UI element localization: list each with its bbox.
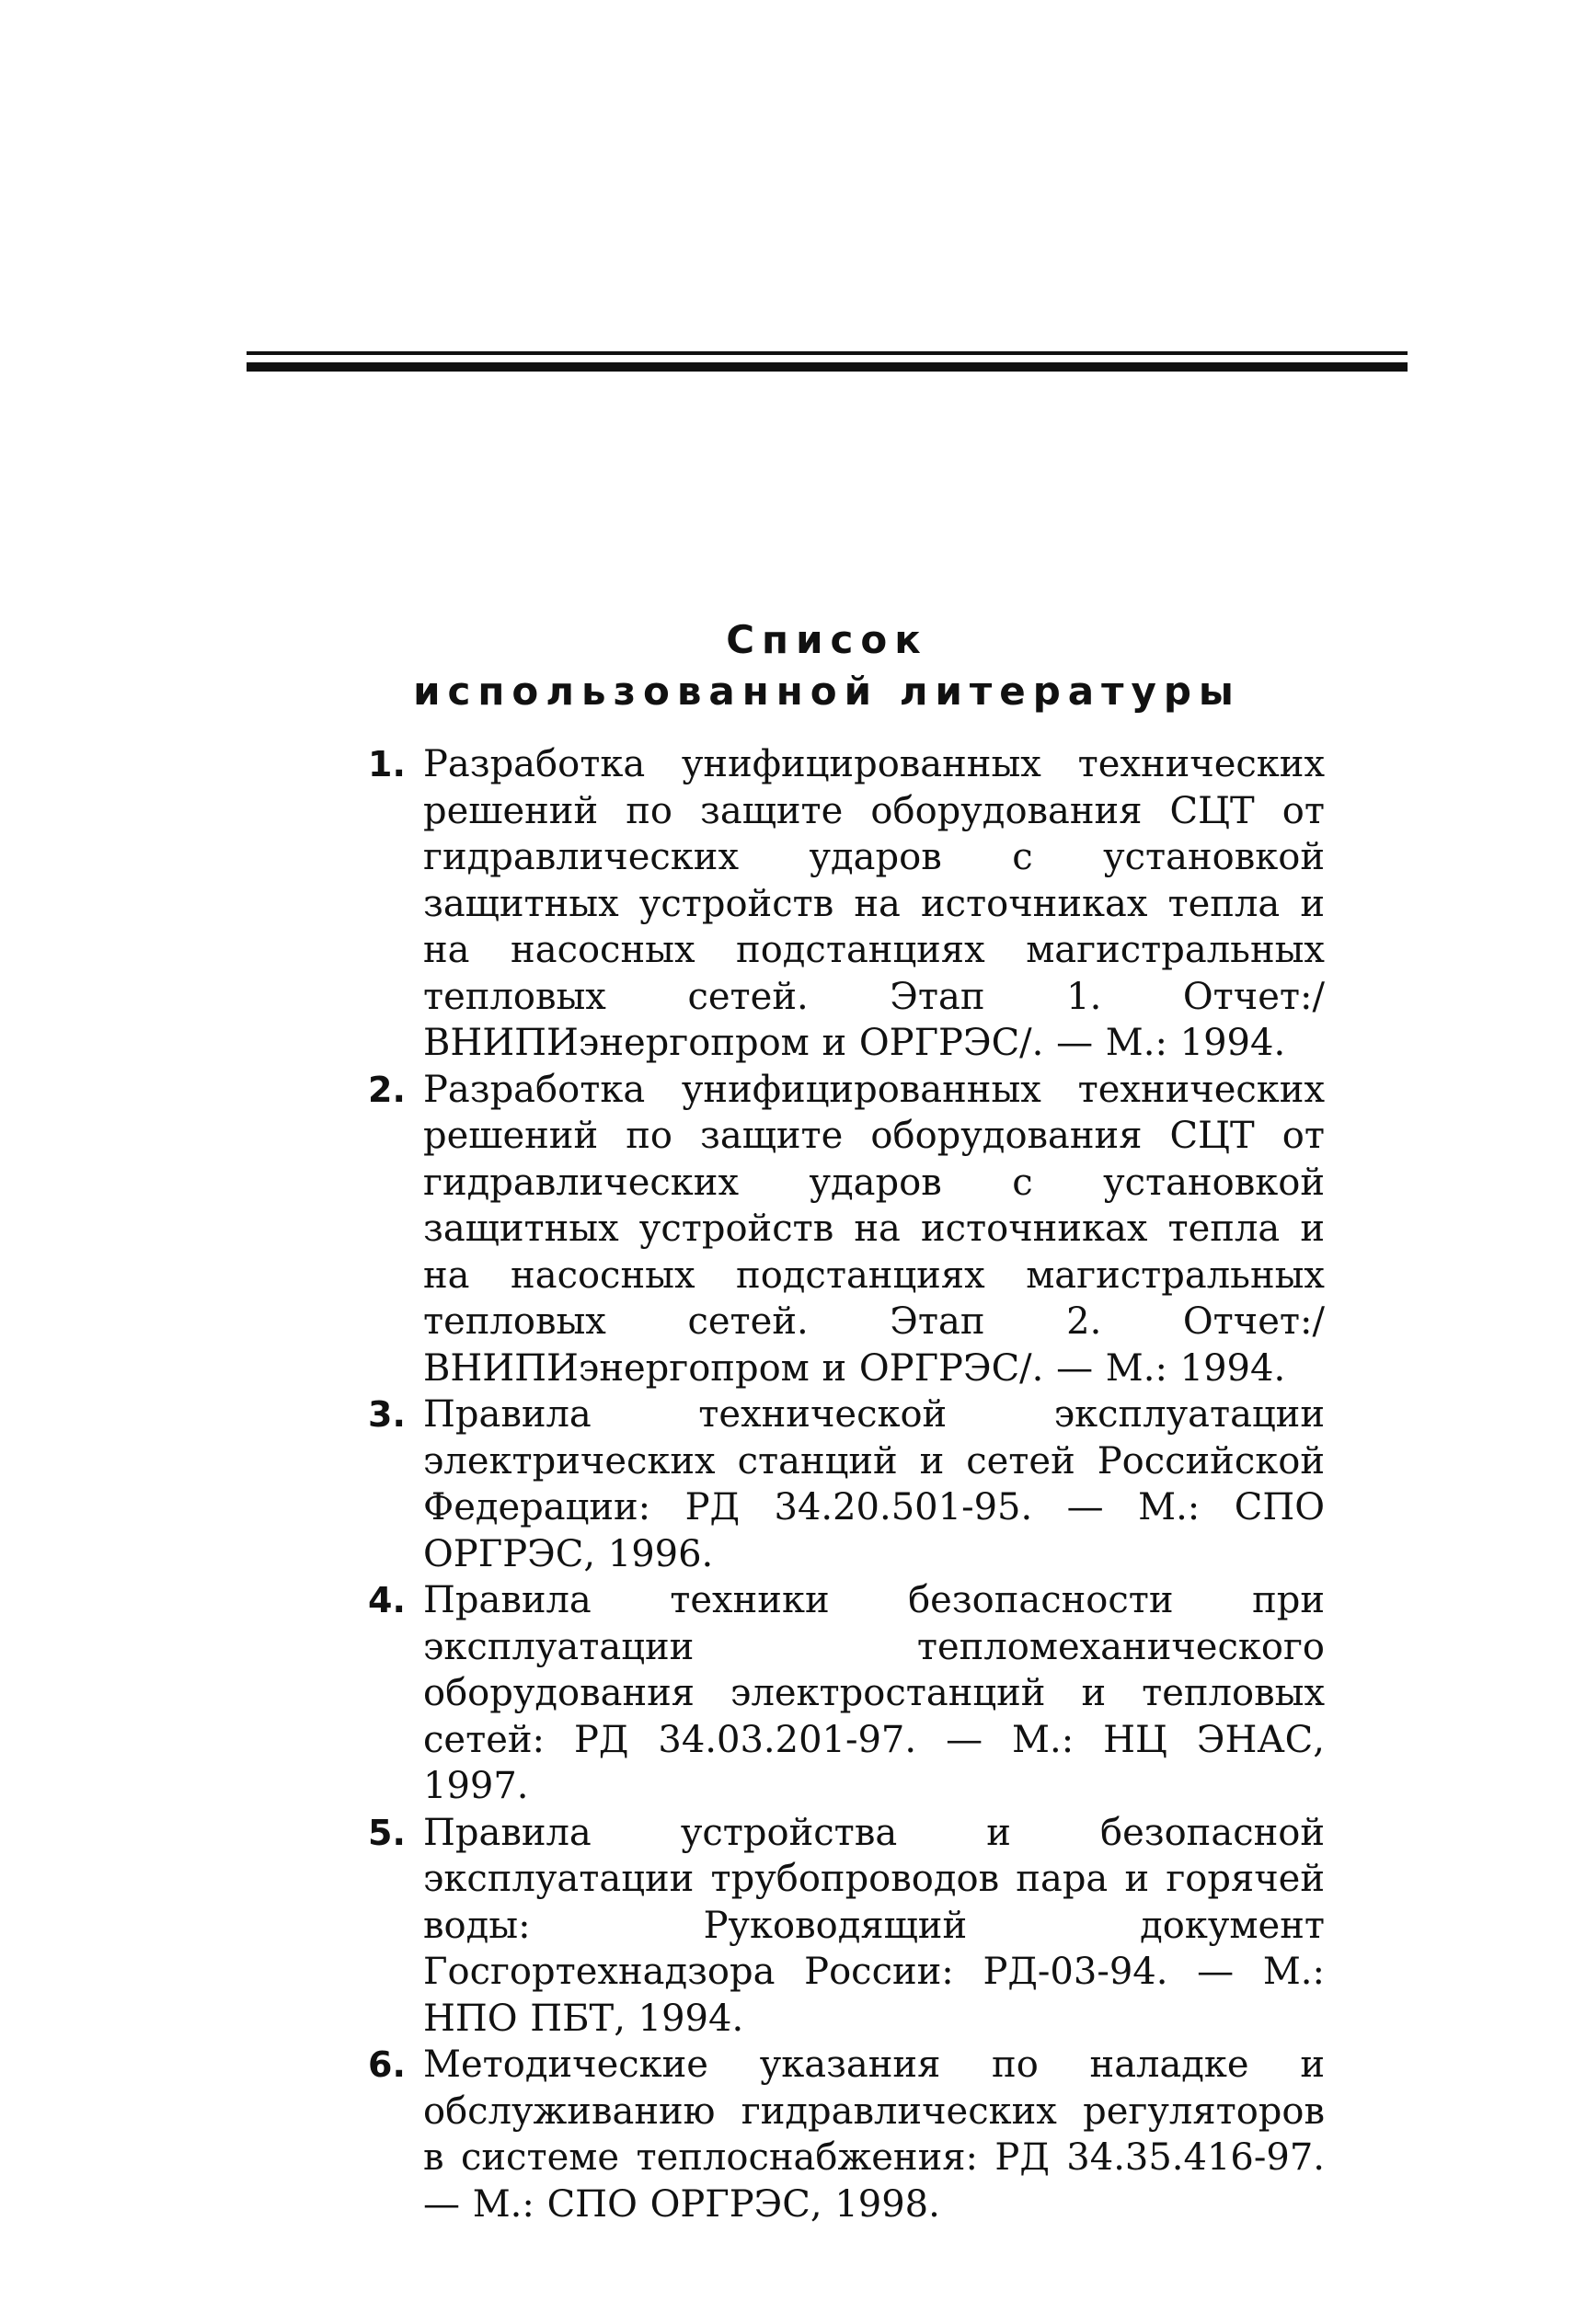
- header-rule-thick: [247, 362, 1408, 372]
- reference-text: Разработка унифицированных технических решений по защите оборудования СЦТ от гидравлических ударов с установкой защитных устройств на источниках тепла и на насосных подстанциях магистральных тепловых сетей. Этап 1. Отчет:/ ВНИПИэнергопром и ОРГРЭС/. — М.: 1994.: [423, 743, 1325, 1064]
- reference-text: Правила технической эксплуатации электрических станций и сетей Российской Федерации: РД 34.20.501-95. — М.: СПО ОРГРЭС, 1996.: [423, 1393, 1325, 1575]
- reference-text: Разработка унифицированных технических решений по защите оборудования СЦТ от гидравлических ударов с установкой защитных устройств на источниках тепла и на насосных подстанциях магистральных тепловых сетей. Этап 2. Отчет:/ ВНИПИэнергопром и ОРГРЭС/. — М.: 1994.: [423, 1068, 1325, 1390]
- reference-number: 3.: [368, 1394, 406, 1435]
- reference-item-5: [368, 1810, 1325, 2043]
- reference-text: Методические указания по наладке и обслуживанию гидравлических регуляторов в системе теплоснабжения: РД 34.35.416-97. — М.: СПО ОРГРЭС, 1998.: [423, 2044, 1325, 2226]
- reference-item-2: [368, 1067, 1325, 1392]
- reference-number: 6.: [368, 2044, 406, 2085]
- reference-number: 2.: [368, 1069, 406, 1110]
- reference-item-6: [368, 2042, 1325, 2227]
- heading-line-1: Список: [726, 617, 928, 662]
- section-heading: [247, 614, 1408, 717]
- reference-list: [368, 741, 1325, 2227]
- reference-item-4: [368, 1577, 1325, 1810]
- reference-number: 4.: [368, 1580, 406, 1620]
- reference-text: Правила техники безопасности при эксплуатации тепломеханического оборудования электростанций и тепловых сетей: РД 34.03.201-97. — М.: НЦ ЭНАС, 1997.: [423, 1579, 1325, 1807]
- reference-item-3: [368, 1391, 1325, 1577]
- heading-line-2: использованной литературы: [413, 669, 1241, 714]
- reference-number: 1.: [368, 744, 406, 784]
- reference-number: 5.: [368, 1812, 406, 1853]
- reference-text: Правила устройства и безопасной эксплуатации трубопроводов пара и горячей воды: Руководящий документ Госгортехнадзора России: РД-03-94. — М.: НПО ПБТ, 1994.: [423, 1811, 1325, 2040]
- header-rule-thin: [247, 351, 1408, 355]
- reference-item-1: [368, 741, 1325, 1067]
